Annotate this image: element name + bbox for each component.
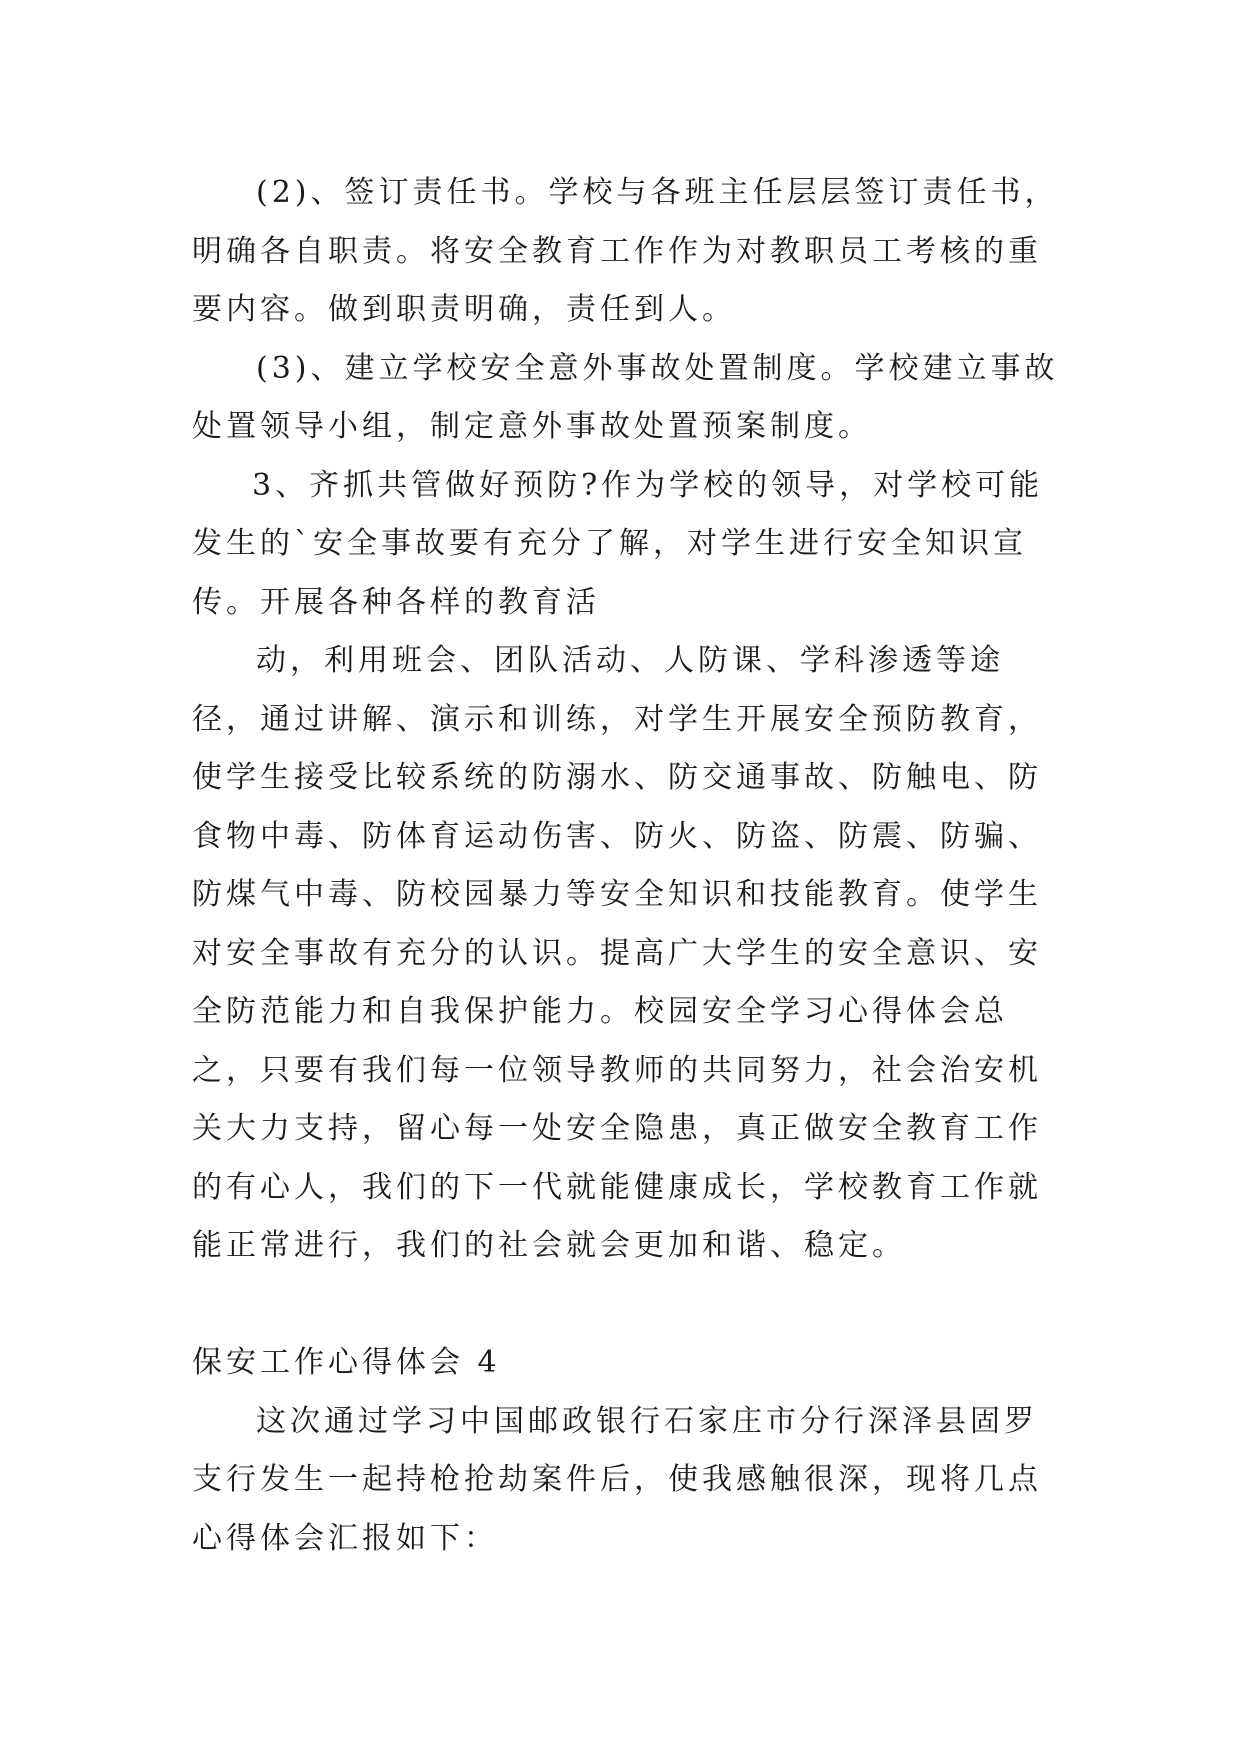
paragraph-responsibility-letter: (2)、签订责任书。学校与各班主任层层签订责任书，明确各自职责。将安全教育工作作为对教职员工考核的重要内容。做到职责明确，责任到人。	[192, 175, 1059, 327]
paragraph-accident-system: (3)、建立学校安全意外事故处置制度。学校建立事故处置领导小组，制定意外事故处置预案制度。	[192, 350, 1059, 444]
paragraph-activities: 动，利用班会、团队活动、人防课、学科渗透等途径，通过讲解、演示和训练，对学生开展安全预防教育，使学生接受比较系统的防溺水、防交通事故、防触电、防食物中毒、防体育运动伤害、防火、防盗、防震、防骗、防煤气中毒、防校园暴力等安全知识和技能教育。使学生对安全事故有充分的认识。提高广大学生的安全意识、安全防范能力和自我保护能力。校园安全学习心得体会总之，只要有我们每一位领导教师的共同努力，社会治安机关大力支持，留心每一处安全隐患，真正做安全教育工作的有心人，我们的下一代就能健康成长，学校教育工作就能正常进行，我们的社会就会更加和谐、稳定。	[192, 643, 1042, 1263]
document-body	[192, 164, 1062, 1568]
paragraph-section-intro: 这次通过学习中国邮政银行石家庄市分行深泽县固罗支行发生一起持枪抢劫案件后，使我感触很深，现将几点心得体会汇报如下：	[192, 1403, 1042, 1556]
paragraph-prevention: 3、齐抓共管做好预防?作为学校的领导，对学校可能发生的`安全事故要有充分了解，对学生进行安全知识宣传。开展各种各样的教育活	[192, 467, 1044, 620]
paragraph-spacer	[192, 1276, 1062, 1335]
section-title: 保安工作心得体会 4	[192, 1345, 501, 1380]
